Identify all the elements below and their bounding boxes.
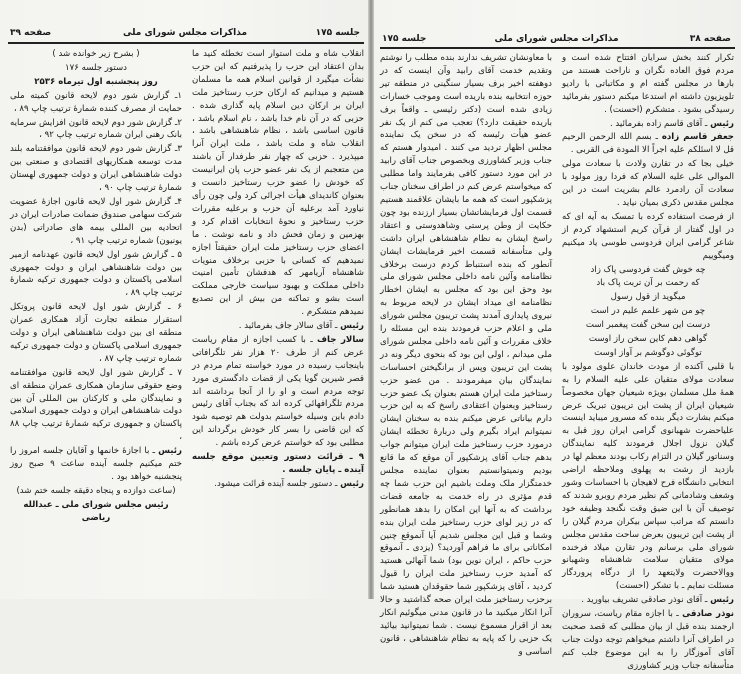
page-number: صفحه ۳۹ — [10, 28, 52, 38]
paragraph-text: ـ آقای نوذر صادقی تشریف بیاورید . — [581, 595, 711, 606]
speaker-name: نوذر صادقی — [682, 609, 734, 620]
paragraph — [562, 305, 734, 318]
paragraph-text: ( بشرح زیر خوانده شد ) — [52, 49, 140, 59]
paragraph — [562, 264, 734, 277]
paragraph-text: ـ آقای قاسم زاده بفرمائید . — [609, 118, 711, 129]
paragraph — [10, 196, 182, 248]
paragraph — [192, 48, 364, 319]
paragraph — [10, 445, 182, 484]
paragraph-text: روز پنجشنبه اول تیرماه ۲۵۳۶ — [34, 76, 158, 87]
text-column-left — [380, 52, 552, 660]
speaker-name: رئیس — [710, 595, 734, 606]
paragraph — [10, 48, 182, 61]
right-page — [372, 0, 741, 671]
paragraph-text: ـ با اجازهٔ خانمها و آقایان جلسه امروز را ختم میکنیم جلسه آینده ساعت ۹ صبح روز پنجشنبه خواهد بود . — [10, 446, 182, 482]
paragraph — [562, 333, 734, 346]
paragraph-text: با معاونشان تشریف ندارند بنده مطلب را نوشتم وتقدیم خدمت آقای رابید وآن اینست که در دوهفته اخیر برف بسیار سنگینی در منطقه تیر حوزه انتخابیه بنده باریده است وموجب خسارات زیادی شده است (دکتر رئیسی ـ واقعاً برف باریده حقیقت دارد؟) تعجب می کنم از یک نفر عضو هیأت رئیسه که در سخن یک نماینده مجلس اظهار تردید می کنند . امیدوار هستم که جناب وزیر کشاورزی وبخصوص جناب آقای رابید در این مورد دستور کافی بفرمایند واما مطلبی که میخواستم عرض کنم در اطراف سخنان جناب پزشکپور است که همه ما بایشان علاقمند هستیم قسمت اول فرمایشاتشان بسیار ارزنده بود چون حکایت از وطن پرستی وشاهدوستی و اعتقاد راسخ ایشان به نظام شاهنشاهی ایران داشت ولی متأسفانه قسمت اخیر فرمایشات ایشان آنطور که بنده استنباط کردم درست برخلاف نظامنامه وآئین نامه داخلی مجلس شورای ملی بود وحق این بود که مجلس به ایشان اخطار نظامنامه ای میداد ایشان در لایحه مربوط به نیروی پایداری آمدند پشت تریبون مجلس شورای ملی و اعلام حزب فرمودند بنده این مسئله را خلاف مقررات و آئین نامه داخلی مجلس شورای ملی میدانم ، اولی این بود که بنحوی دیگر ونه در پشت این تریبون وپس از برانگیختن احساسات نمایندگان بیان میفرمودند . من عضو حزب رستاخیز ملت ایران هستم بعنوان یک عضو حزب رستاخیز وبعنوان اعتقادی راسخ که به این حزب دارم بیاناتی عرض میکنم بنده به سخنان ایشان نمیتوانم ایراد بگیرم ولی دربارهٔ تخطئه ایشان درمورد حزب رستاخیز ملت ایران میتوانم جواب بدهم جناب آقای پزشکپور آن موقع که ما قانع بودیم ونمیتوانستیم بعنوان نماینده مجلس خدمتگزار ملک وملت باشیم این حزب شما چه قدم مؤثری در راه خدمت به جامعه قضات برداشت که به آنها این امکان را بدهد همانطور که در زیر لوای حزب رستاخیز ملت ایران بنده وشما و قبل این مجلس شدیم آیا آنموقع چنین امکاناتی برای ما فراهم آوردید؟ (یزدی ـ آنموقع حزب حاکم ، ایران نوین بود) شما آنهائی هستید که آمدید حزب رستاخیز ملت ایران را قبول کردید ، آقای پزشکپور شما حقوقدان هستید شما برحزب رستاخیز ملت ایران صحه گذاشتید و حالا آنرا انکار میکنید ما در قانون مدنی میگوئیم انکار بعد از اقرار مسموع نیست . شما نمیتوانید بیائید یک حزبی را که پایه به نظام شاهنشاهی ، قانون اساسی و — [380, 53, 552, 657]
paragraph-text: دستور جلسه ۱۷۶ — [65, 62, 127, 73]
paragraph-text: ۹ ـ قرائت دستور وتعیین موقع جلسه آینده ـ پایان جلسه . — [192, 452, 364, 475]
paragraph-text: رئیس مجلس شورای ملی ـ عبدالله ریاضی — [23, 499, 169, 523]
text-column-right — [562, 52, 734, 674]
paragraph-text: ۲ـ گزارش شور دوم لایحه قانون افزایش سرمایه بانک رهنی ایران شماره ترتیب چاپ ۹۲ ، — [10, 117, 182, 141]
paragraph — [562, 319, 734, 332]
paragraph — [562, 131, 734, 157]
paragraph-text: ـ با اجازه مقام ریاست، سروران ارجمند بنده قبل از بیان مطلبی که قصد صحبت در اطراف آنرا داشتم میخواهم توجه دولت جناب آقای آموزگار را به این موضوع جلب کنم متأسفانه جناب وزیر کشاورزی — [562, 609, 734, 671]
paragraph-text: ۷ ـ گزارش شور اول لایحه قانون موافقتنامه وضع حقوقی سازمان همکاری عمران منطقه ای و نمایندگان ملی و کارکنان بین المللی آن بین دولت شاهنشاهی ایران و دولت جمهوری اسلامی پاکستان و جمهوری ترکیه شمارهٔ ترتیب چاپ ۸۸ ، — [10, 367, 182, 443]
paragraph-text: که رحمت بر آن تربت پاک باد — [596, 278, 700, 289]
paragraph — [562, 52, 734, 117]
header-title: مذاکرات مجلس شورای ملی — [122, 28, 248, 38]
paragraph-text: تکرار کنند بخش سرایان افتتاح شده است و مردم فوق العاده نگران و ناراحت هستند من بارها در مجلس گفته ام و مکاتباتی با رادیو تلویزیون داشته ام استدعا میکنم دستور بفرمائید رسیدگی بشود . متشکرم (احسنت) . — [562, 53, 734, 115]
speaker-name: جعفر قاسم زاده — [661, 132, 734, 143]
session-number: جلسه ۱۷۵ — [382, 34, 427, 44]
paragraph-text: گواهی دهم کاین سخن راز اوست — [588, 334, 708, 345]
text-column-right — [192, 48, 364, 492]
text-column-left — [10, 48, 182, 526]
paragraph-text: ۴ـ گزارش شور اول لایحه قانون اجازهٔ عضویت شرکت سهامی صندوق ضمانت صادرات ایران در اتحادیه بین المللی بیمه های صادراتی (بدن یونیون) شماره ترتیب چاپ ۹۱ ، — [10, 196, 182, 246]
paragraph — [10, 90, 182, 116]
paragraph-text: درست این سخن گفت پیغمبر است — [585, 320, 711, 331]
paragraph — [10, 301, 182, 366]
paragraph — [192, 478, 364, 491]
paragraph-text: خیلی بجا که در تقارن ولادت با سعادت مولی الموالی علی علیه السلام که فردا روز مولود با سعادت آن رادمرد عالم بشریت است در این مجلس مقدس ذکری بمیان نیاید . — [562, 159, 734, 208]
paragraph — [10, 76, 182, 89]
paragraph — [192, 334, 364, 450]
paragraph-text: ـ بسم الله الرحمن الرحیم قل لا اسئلکم علیه اجراً الا المودة فی القربی . — [562, 132, 734, 156]
paragraph-text: ـ آقای سالار جاف بفرمائید . — [238, 321, 341, 332]
header-title: مذاکرات مجلس شورای ملی — [494, 34, 619, 44]
paragraph-text: ـ با کسب اجازه از مقام ریاست عرض کنم از طرف ۲۰ هزار نفر تلگرافاتی باینجانب رسیده در مورد خواسته تمام مردم در قصر شیرین گویا یکی از قضات دادگستری مورد توجه مردم است و او را از آنجا برداشته اند مردم تلگرافهائی کرده اند که بجناب آقای رئیس دادم باین وسیله خواستم بدولت هم توصیه شود که این قاضی را بسر کار خودش برگرداند این مطلبی بود که خواستم عرض کرده باشم . — [192, 334, 364, 449]
page-header — [10, 28, 360, 42]
page-number: صفحه ۳۸ — [689, 34, 731, 44]
paragraph-text: ۵ ـ گزارش شور اول لایحه قانون عهدنامه ازمیر بین دولت شاهنشاهی ایران و دولت جمهوری اسلامی پاکستان و دولت جمهوری ترکیه شمارهٔ ترتیب چاپ ۸۹ ، — [10, 249, 182, 299]
paragraph-text: ۶ ـ گزارش شور اول لایحه قانون پروتکل استقرار منطقه تجارت آزاد همکاری عمران منطقه ای بین دولت شاهنشاهی ایران و دولت جمهوری اسلامی پاکستان و دولت جمهوری ترکیه شماره ترتیب چاپ ۸۷ ، — [10, 302, 182, 364]
paragraph — [562, 118, 734, 131]
paragraph-text: از فرصت استفاده کرده با تمسک به آیه ای که در اول گفتار از قرآن کریم استشهاد کردم از شاعر گرامی ایران فردوسی طوسی یاد میکنیم ومیگوییم — [562, 211, 734, 261]
paragraph — [10, 143, 182, 195]
paragraph — [562, 158, 734, 210]
paragraph — [10, 367, 182, 444]
paragraph — [10, 117, 182, 143]
speaker-name: رئیس — [340, 321, 364, 332]
speaker-name: رئیس — [340, 478, 364, 489]
paragraph — [562, 347, 734, 360]
page-gutter — [368, 0, 374, 599]
session-number: جلسه ۱۷۵ — [315, 28, 360, 38]
speaker-name: رئیس — [158, 446, 182, 457]
paragraph — [10, 62, 182, 75]
paragraph-text: ـ دستور جلسه آینده قرائت میشود. — [214, 478, 341, 489]
paragraph — [562, 608, 734, 673]
paragraph-text: ۱ـ گزارش شور دوم لایحه قانون کمیته ملی حمایت از مصرف کننده شمارهٔ ترتیب چاپ ۸۹ ، — [10, 90, 182, 114]
paragraph — [10, 249, 182, 301]
paragraph — [562, 277, 734, 290]
header-rule — [8, 42, 364, 44]
paragraph-text: انقلاب شاه و ملت استوار است تخطئه کنید ما بدان اعتقاد این حزب را پذیرفتیم که این حزب نشأت میگیرد از قوانین اسلام همه ما مسلمان هستیم و میدانیم که ارکان حزب رستاخیز ملت ایران بر ارکان دین اسلام پایه گذاری شده . حزبی که در آن نام خدا باشد ، نام اسلام باشد ، قانون اساسی باشد ، نظام شاهنشاهی باشد ، انقلاب شاه و ملت باشد ، ملت ایران آنرا میپذیرد . حزبی که چهار نفر طرفدار آن باشند من متعجبم از یک نفر عضو حزب پان ایرانیست که خودش را عضو حزب رستاخیز دانست و بعنوان کاندیدای هیأت اجرائی کرد ولی چون رأی نیاورد آمد برعلیه آن حزب و برعلیه مقررات حزب رستاخیز و نحوهٔ انتخابات اقدام کرد و بهزمین و زمان فحش داد و نامه نوشت . ما اعضای حزب رستاخیز ملت ایران حقیقتاً اجازه نمیدهیم که کسانی با حزبی برخلاف منویات شاهنشاه آریامهر که هدفشان تأمین امنیت داخلی مملکت و بهبود سیاست خارجی مملکت است بشو و تماکنه من بیش از این تصدیع نمیدهم متشکرم . — [192, 49, 364, 318]
paragraph-text: با قلبی آکنده از مودت خاندان علوی مولود با سعادت مولای متقیان علی علیه السلام را به همهٔ ملل مسلمان بویژه شیعیان جهان مخصوصاً شیعیان ایران از پشت این تریبون تبریک عرض میکنم بشارت دیگر بنده که مسرور میباید اینست علیاحضرت شهبانوی گرامی ایران روز قبل به گیلان نزول اجلال فرمودند کلیه نمایندگان وسناتور گیلان در التزام رکاب بودند معظم لها در بازدید از رشت به پهلوی وملاحظه اراضی انتخابی دانشگاه فرح لاهیجان با احساسات وشور وشعف وشادمانی کم نظیر مردم روبرو شدند که توصیف آن با این ضیق وقت نگنجد وظیفه خود دانستم که مراتب سپاس بیکران مردم گیلان را از پشت این تریبون بعرض ساحت مقدس مجلس شورای ملی برسانم ودر تقارن میلاد فرخنده مولای متقیان سلامت شاهنشاه وشهبانو ووالاحضرت ولایتعهد را از درگاه پروردگار مسئلت نمایم ـ با تشکر (احسنت) — [562, 361, 734, 592]
paragraph — [192, 451, 364, 477]
speaker-name: سالار جاف — [317, 334, 365, 345]
paragraph — [380, 52, 552, 659]
paragraph-text: توگوئی دوگوشم بر آواز اوست — [594, 347, 702, 358]
speaker-name: رئیس — [710, 118, 734, 129]
header-rule — [380, 47, 735, 49]
page-header — [382, 34, 731, 48]
paragraph — [192, 320, 364, 333]
left-page — [0, 0, 370, 599]
paragraph-text: چو من شهر علمم علیم در است — [590, 306, 706, 317]
paragraph — [562, 361, 734, 593]
paragraph — [562, 594, 734, 607]
paragraph — [562, 211, 734, 263]
paragraph-text: ۳ـ گزارش شور دوم لایحه قانون موافقتنامه بلند مدت توسعه همکاریهای اقتصادی و صنعتی بین دولت شاهنشاهی ایران و دولت جمهوری لهستان شمارهٔ ترتیب چاپ ۹۰ ، — [10, 144, 182, 194]
paragraph-text: (ساعت دوازده و پنجاه دقیقه جلسه ختم شد) — [16, 485, 176, 496]
paragraph-text: میگوید از قول رسول — [610, 292, 686, 303]
paragraph-text: چه خوش گفت فردوسی پاک زاد — [590, 264, 706, 275]
paragraph — [10, 485, 182, 498]
paragraph — [10, 499, 182, 525]
paragraph — [562, 291, 734, 304]
